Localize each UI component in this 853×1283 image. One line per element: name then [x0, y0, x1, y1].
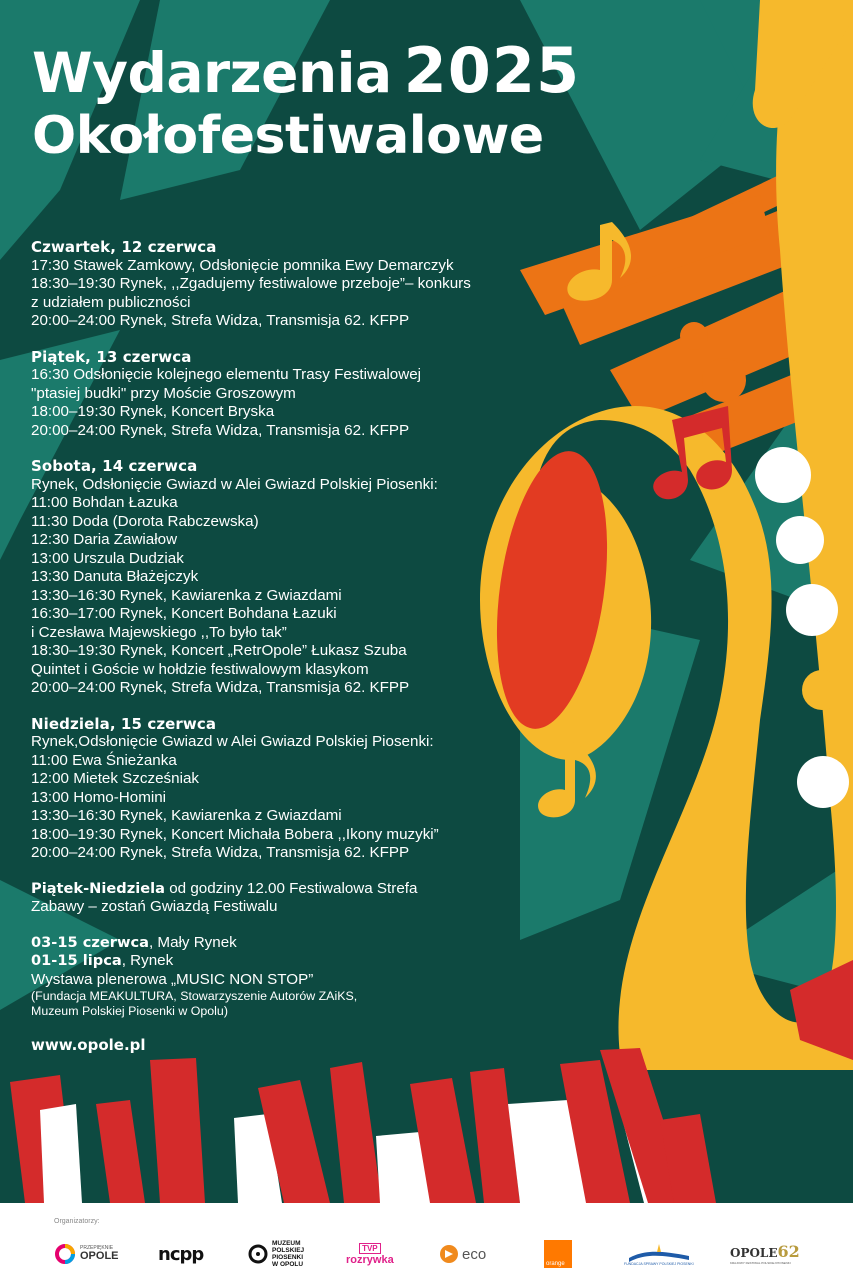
event-line: Rynek, Odsłonięcie Gwiazd w Alei Gwiazd Polskiej Piosenki: — [31, 475, 438, 493]
eco-icon — [438, 1243, 460, 1265]
event-line: 18:00–19:30 Rynek, Koncert Bryska — [31, 403, 275, 420]
exhibition-place-1: , Mały Rynek — [148, 933, 237, 951]
title-year: 2025 — [403, 34, 581, 107]
museum-text-4: W OPOLU — [272, 1261, 304, 1268]
event-line: 18:00–19:30 Rynek, Koncert Michała Bobera ,,Ikony muzyki” — [31, 825, 439, 843]
kfpp-small-text: KRAJOWY FESTIWAL POLSKIEJ PIOSENKI — [730, 1260, 791, 1265]
day-heading: Piątek, 13 czerwca — [31, 347, 192, 366]
weekend-text-line-2: Zabawy – zostań Gwiazdą Festiwalu — [31, 898, 278, 915]
day-heading: Niedziela, 15 czerwca — [31, 714, 217, 733]
day-section-friday — [31, 348, 531, 441]
fundacja-logo[interactable] — [624, 1237, 694, 1271]
piano-keys — [0, 1048, 853, 1203]
event-line: 11:30 Doda (Dorota Rabczewska) — [31, 512, 259, 530]
event-line: 13:00 Homo-Homini — [31, 788, 167, 806]
event-line: 12:00 Mietek Szcześniak — [31, 770, 199, 787]
title-line-2: Okołofestiwalowe — [32, 106, 544, 166]
museum-text-3: PIOSENKI — [272, 1254, 304, 1261]
event-line: 20:00–24:00 Rynek, Strefa Widza, Transmisja 62. KFPP — [31, 421, 410, 439]
event-line: 20:00–24:00 Rynek, Strefa Widza, Transmisja 62. KFPP — [31, 844, 410, 861]
event-line: z udziałem publiczności — [31, 293, 191, 311]
museum-icon — [248, 1243, 268, 1265]
event-line: 12:30 Daria Zawiałow — [31, 531, 178, 548]
exhibition-date-2: 01-15 lipca — [31, 952, 122, 969]
ncpp-logo-text: ncpp — [158, 1243, 204, 1265]
kfpp-logo[interactable] — [730, 1237, 800, 1271]
weekend-section — [31, 880, 531, 917]
kfpp-number: 62 — [777, 1241, 800, 1261]
poster-title — [32, 34, 581, 166]
event-line: 13:00 Urszula Dudziak — [31, 549, 184, 567]
exhibition-place-2: , Rynek — [121, 952, 174, 969]
event-line: 18:30–19:30 Rynek, Koncert „RetrOpole” Łukasz Szuba — [31, 642, 407, 659]
event-line: 13:30–16:30 Rynek, Kawiarenka z Gwiazdami — [31, 807, 342, 824]
event-line: Quintet i Goście w hołdzie festiwalowym klasykom — [31, 660, 369, 678]
event-line: 11:00 Bohdan Łazuka — [31, 494, 178, 511]
day-section-sunday — [31, 715, 531, 863]
exhibition-title: Wystawa plenerowa „MUSIC NON STOP” — [31, 970, 314, 988]
event-line: 20:00–24:00 Rynek, Strefa Widza, Transmisja 62. KFPP — [31, 312, 410, 329]
event-line: 16:30 Odsłonięcie kolejnego elementu Trasy Festiwalowej — [31, 366, 422, 383]
opole-logo[interactable] — [54, 1237, 119, 1271]
organizers-footer — [0, 1203, 853, 1283]
orange-logo-text: orange — [546, 1261, 565, 1267]
event-line: 11:00 Ewa Śnieżanka — [31, 751, 177, 769]
exhibition-date-1: 03-15 czerwca — [31, 933, 149, 951]
tvp-rozrywka-logo[interactable] — [346, 1237, 394, 1271]
kfpp-logo-text: OPOLE — [730, 1245, 778, 1260]
museum-text-2: POLSKIEJ — [272, 1247, 305, 1254]
day-heading: Czwartek, 12 czerwca — [31, 238, 217, 256]
event-line: 16:30–17:00 Rynek, Koncert Bohdana Łazuki — [31, 605, 337, 622]
museum-text-1: MUZEUM — [272, 1240, 301, 1247]
event-line: 20:00–24:00 Rynek, Strefa Widza, Transmisja 62. KFPP — [31, 679, 410, 696]
event-line: 13:30 Danuta Błażejczyk — [31, 568, 199, 585]
opole-tagline: PRZEPIĘKNIE — [80, 1245, 114, 1251]
website-link[interactable]: www.opole.pl — [31, 1036, 146, 1054]
ncpp-logo[interactable] — [158, 1237, 203, 1271]
event-line: 13:30–16:30 Rynek, Kawiarenka z Gwiazdami — [31, 586, 342, 604]
exhibition-note: Muzeum Polskiej Piosenki w Opolu) — [31, 1004, 228, 1018]
event-line: "ptasiej budki" przy Moście Groszowym — [31, 384, 296, 402]
day-section-saturday — [31, 457, 531, 698]
weekend-text: od godziny 12.00 Festiwalowa Strefa — [165, 879, 418, 897]
organizers-label: Organizatorzy: — [54, 1218, 100, 1225]
exhibition-note: (Fundacja MEAKULTURA, Stowarzyszenie Autorów ZAiKS, — [31, 989, 358, 1003]
title-line-1: Wydarzenia — [32, 41, 392, 105]
opole-logo-text: OPOLE — [80, 1250, 119, 1262]
day-heading: Sobota, 14 czerwca — [31, 457, 198, 475]
event-line: 18:30–19:30 Rynek, ,,Zgadujemy festiwalowe przeboje”– konkurs — [31, 275, 471, 292]
orange-logo[interactable] — [544, 1237, 572, 1271]
fundacja-text: FUNDACJA SPRAWY POLSKIEJ PIOSENKI — [624, 1262, 694, 1266]
opole-ring-icon — [54, 1243, 76, 1265]
eco-logo-text: eco — [462, 1245, 487, 1263]
weekend-days: Piątek-Niedziela — [31, 879, 165, 897]
event-line: Rynek,Odsłonięcie Gwiazd w Alei Gwiazd Polskiej Piosenki: — [31, 733, 434, 750]
tvp-logo-text: TVP — [359, 1243, 381, 1254]
orange-square-icon — [544, 1240, 572, 1268]
event-line: i Czesława Majewskiego ,,To było tak” — [31, 623, 287, 641]
day-section-thursday — [31, 238, 531, 331]
event-line: 17:30 Stawek Zamkowy, Odsłonięcie pomnika Ewy Demarczyk — [31, 256, 454, 274]
rozrywka-logo-text: rozrywka — [346, 1253, 394, 1266]
exhibition-section — [31, 934, 531, 1020]
event-program — [31, 238, 531, 1055]
fundacja-wave-icon — [629, 1242, 689, 1262]
museum-logo[interactable] — [248, 1237, 304, 1271]
eco-logo[interactable] — [438, 1237, 486, 1271]
